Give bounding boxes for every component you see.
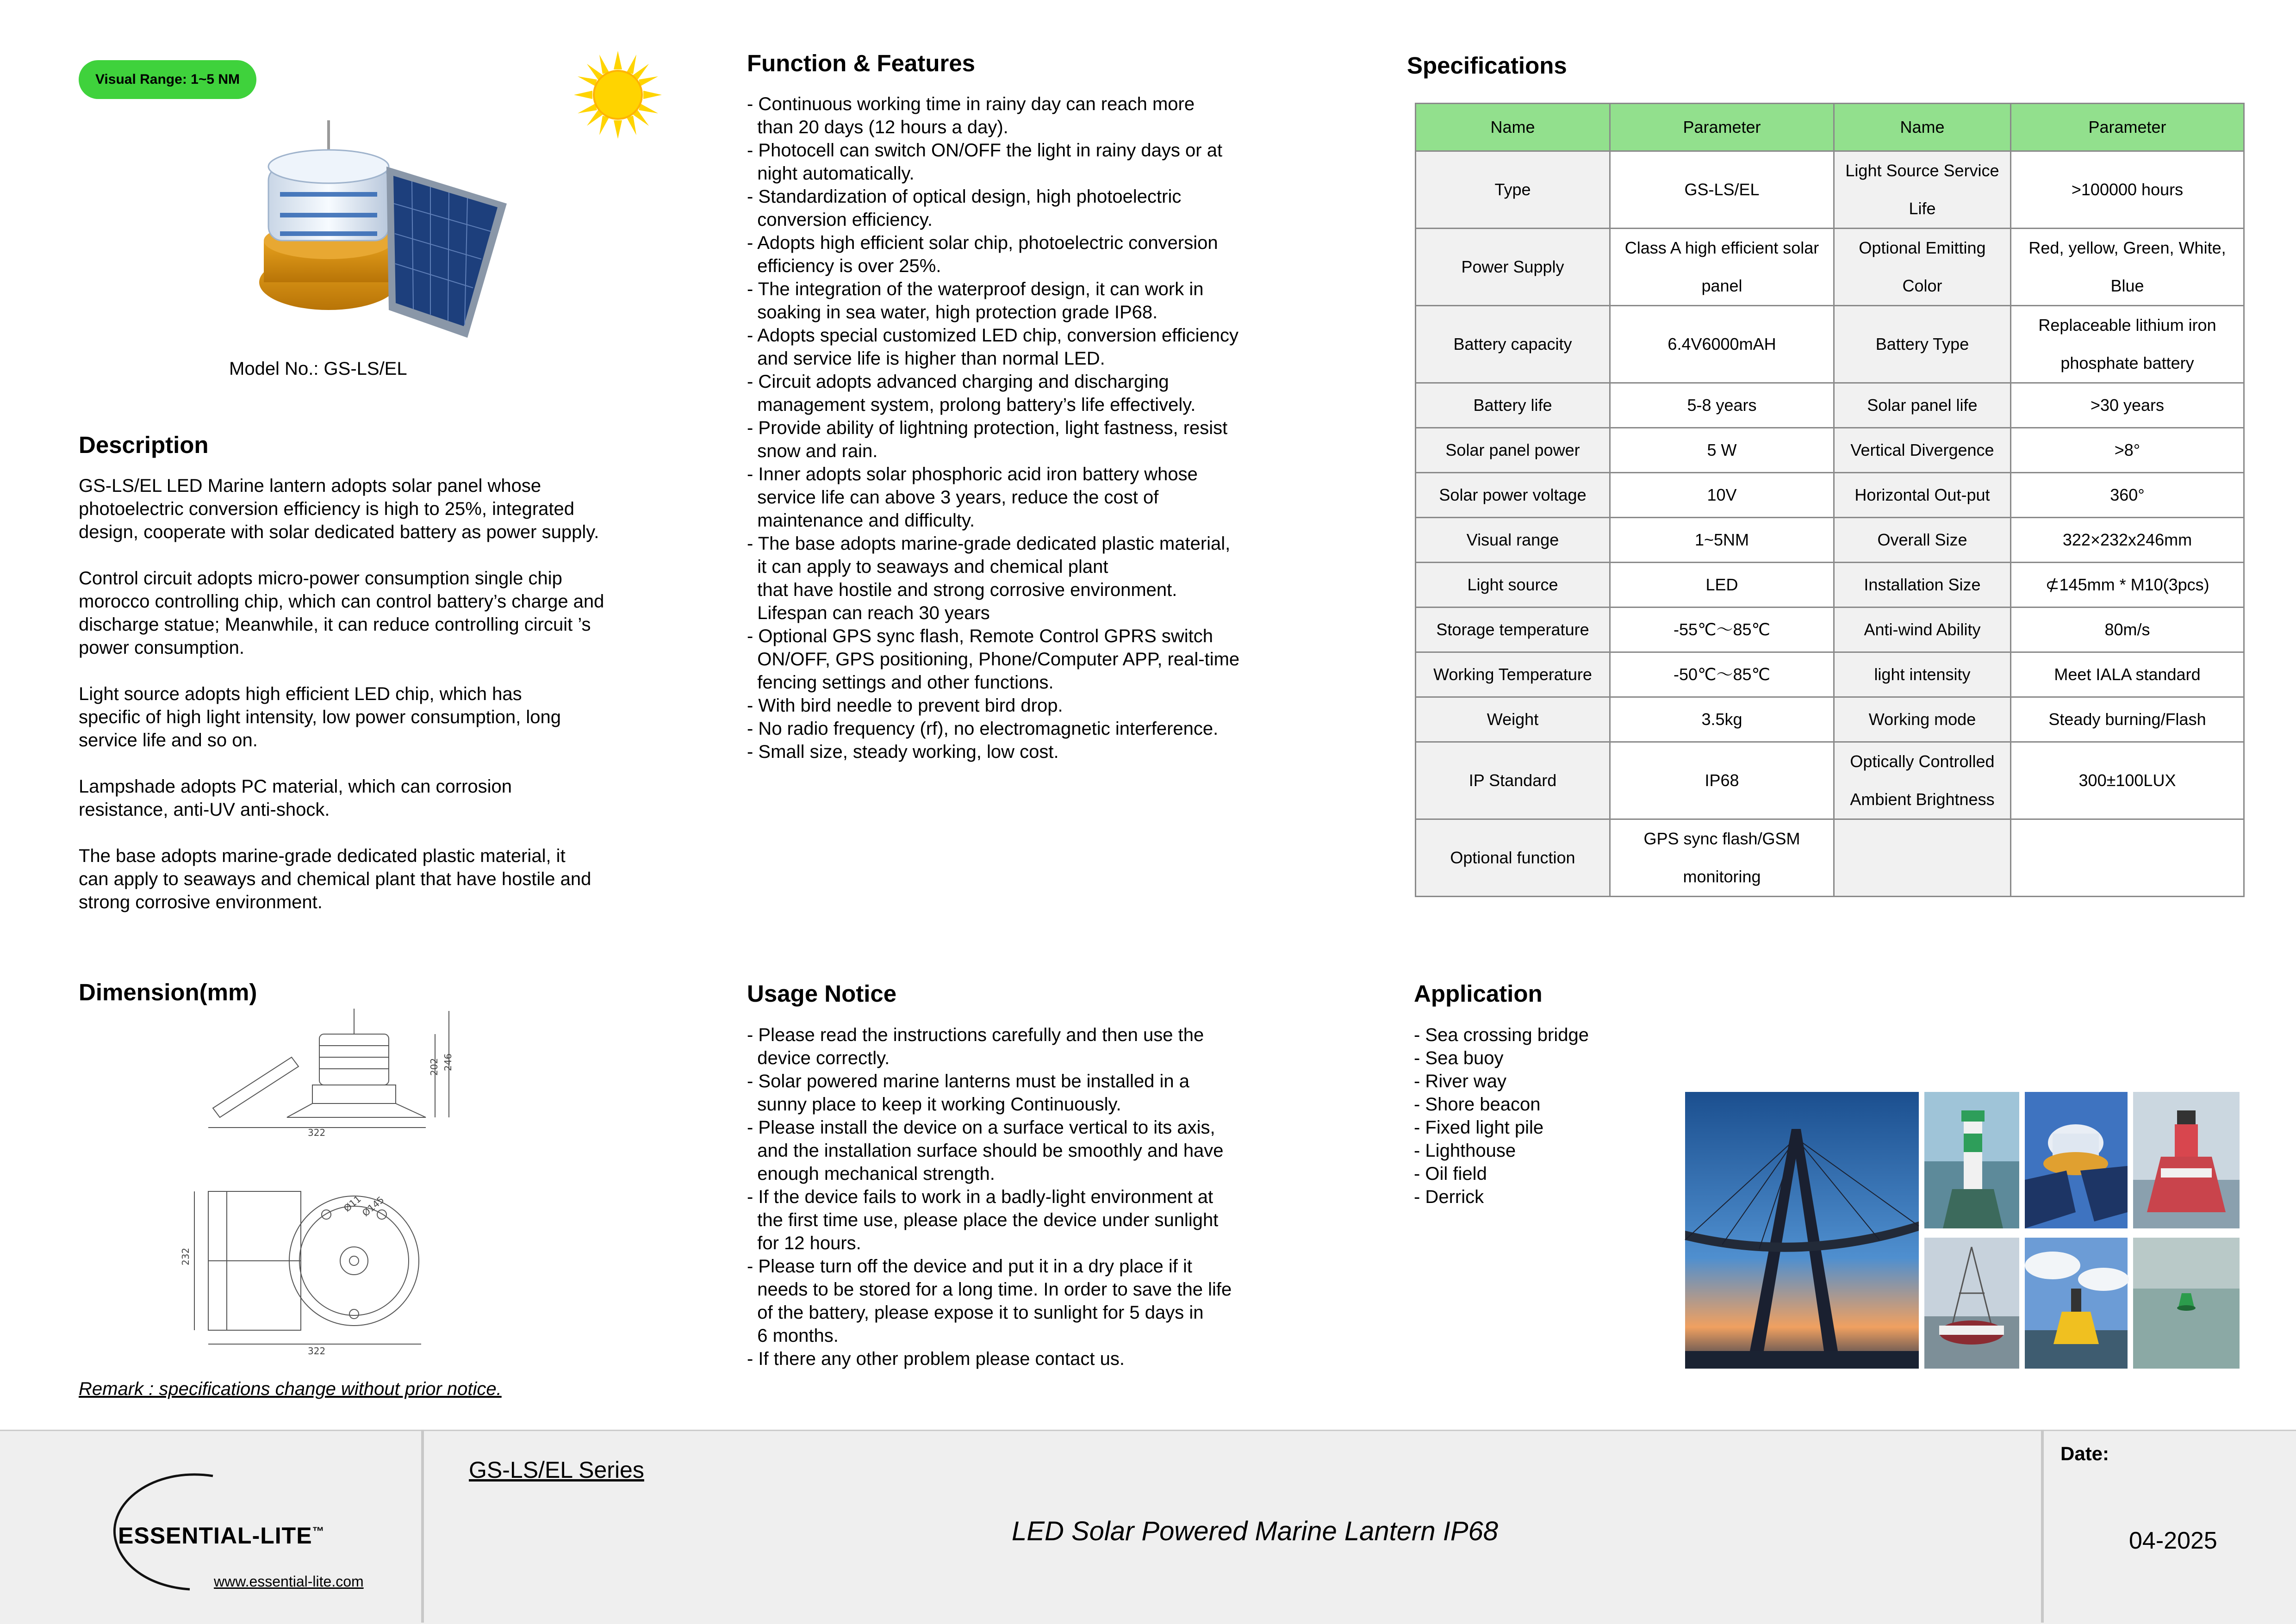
spec-header-cell: Name	[1834, 104, 2011, 151]
spec-name-cell: Type	[1416, 151, 1610, 229]
feature-line: - Inner adopts solar phosphoric acid iron battery whose	[747, 464, 1198, 484]
feature-line: - No radio frequency (rf), no electromagnetic interference.	[747, 719, 1219, 739]
specifications-body	[1416, 151, 2244, 897]
spec-row	[1416, 607, 2244, 652]
application-item: - River way	[1414, 1071, 1507, 1091]
feature-line: - The integration of the waterproof design, it can work in	[747, 279, 1204, 299]
usage-line: 6 months.	[747, 1326, 839, 1346]
spec-value-cell: ⊄145mm * M10(3pcs)	[2011, 563, 2244, 607]
date-label: Date:	[2060, 1443, 2109, 1464]
feature-line: Lifespan can reach 30 years	[747, 603, 990, 623]
usage-line: - Please install the device on a surface vertical to its axis,	[747, 1117, 1215, 1138]
dim-width-top: 322	[308, 1127, 326, 1138]
spec-value-cell: Meet IALA standard	[2011, 652, 2244, 697]
dim-d1: Ø11	[341, 1193, 363, 1214]
spec-name-cell: Battery life	[1416, 383, 1610, 428]
feature-line: maintenance and difficulty.	[747, 510, 975, 531]
description-line: design, cooperate with solar dedicated battery as power supply.	[79, 522, 599, 542]
spec-name-cell: Optically Controlled Ambient Brightness	[1834, 742, 2011, 819]
spec-row	[1416, 652, 2244, 697]
sun-icon	[574, 51, 662, 139]
dim-d2: Ø145	[360, 1194, 386, 1219]
usage-line: needs to be stored for a long time. In order to save the life	[747, 1279, 1232, 1300]
application-list	[1414, 1023, 1589, 1209]
spec-row	[1416, 151, 2244, 229]
feature-line: and service life is higher than normal LED.	[747, 348, 1105, 369]
spec-name-cell: Light source	[1416, 563, 1610, 607]
spec-value-cell: >100000 hours	[2011, 151, 2244, 229]
description-line: discharge statue; Meanwhile, it can reduce controlling circuit ’s	[79, 614, 591, 635]
photo-green-buoy	[2133, 1238, 2240, 1369]
spec-value-cell	[2011, 819, 2244, 897]
description-line: Lampshade adopts PC material, which can corrosion	[79, 776, 512, 797]
spec-row	[1416, 383, 2244, 428]
specifications-title: Specifications	[1407, 52, 1567, 79]
application-title: Application	[1414, 980, 1543, 1007]
remark-note: Remark : specifications change without prior notice.	[79, 1379, 502, 1399]
feature-line: - Provide ability of lightning protection, light fastness, resist	[747, 418, 1228, 438]
spec-value-cell: Replaceable lithium iron phosphate battery	[2011, 306, 2244, 383]
spec-name-cell: Optional Emitting Color	[1834, 229, 2011, 306]
description-title: Description	[79, 432, 209, 458]
spec-name-cell	[1834, 819, 2011, 897]
footer-divider	[421, 1430, 424, 1623]
spec-value-cell: 5 W	[1610, 428, 1834, 473]
logo-trademark: ™	[312, 1524, 325, 1538]
spec-value-cell: 80m/s	[2011, 607, 2244, 652]
feature-line: soaking in sea water, high protection grade IP68.	[747, 302, 1158, 322]
spec-name-cell: IP Standard	[1416, 742, 1610, 819]
feature-line: that have hostile and strong corrosive environment.	[747, 580, 1177, 600]
series-name: GS-LS/EL Series	[469, 1457, 644, 1483]
usage-line: for 12 hours.	[747, 1233, 861, 1253]
description-line: photoelectric conversion efficiency is high to 25%, integrated	[79, 499, 574, 519]
spec-value-cell: 5-8 years	[1610, 383, 1834, 428]
photo-lantern-on-buoy	[2025, 1092, 2128, 1228]
date-value: 04-2025	[2129, 1527, 2217, 1554]
model-number: Model No.: GS-LS/EL	[229, 359, 407, 379]
spec-value-cell: GPS sync flash/GSM monitoring	[1610, 819, 1834, 897]
feature-line: - Optional GPS sync flash, Remote Control GPRS switch	[747, 626, 1213, 646]
spec-value-cell: >8°	[2011, 428, 2244, 473]
logo-text: ESSENTIAL-LITE	[118, 1523, 312, 1549]
photo-shore-beacon	[1924, 1092, 2019, 1228]
application-item: - Sea buoy	[1414, 1048, 1504, 1068]
spec-name-cell: Vertical Divergence	[1834, 428, 2011, 473]
spec-value-cell: >30 years	[2011, 383, 2244, 428]
spec-name-cell: Horizontal Out-put	[1834, 473, 2011, 518]
spec-name-cell: Working mode	[1834, 697, 2011, 742]
application-item: - Shore beacon	[1414, 1094, 1541, 1115]
spec-row	[1416, 229, 2244, 306]
description-paragraph	[79, 844, 666, 914]
feature-line: management system, prolong battery’s life effectively.	[747, 395, 1196, 415]
feature-line: - The base adopts marine-grade dedicated plastic material,	[747, 533, 1231, 554]
photo-bridge	[1685, 1092, 1919, 1369]
company-logo	[118, 1522, 325, 1549]
usage-line: enough mechanical strength.	[747, 1164, 995, 1184]
description-paragraph	[79, 775, 666, 821]
spec-name-cell: Solar power voltage	[1416, 473, 1610, 518]
dim-depth: 232	[180, 1247, 191, 1265]
application-item: - Fixed light pile	[1414, 1117, 1544, 1138]
photo-yellow-buoy	[2025, 1238, 2128, 1369]
spec-value-cell: GS-LS/EL	[1610, 151, 1834, 229]
spec-name-cell: Storage temperature	[1416, 607, 1610, 652]
spec-row	[1416, 563, 2244, 607]
description-paragraph	[79, 567, 666, 659]
visual-range-badge: Visual Range: 1~5 NM	[79, 60, 256, 99]
spec-value-cell: LED	[1610, 563, 1834, 607]
spec-value-cell: Class A high efficient solar panel	[1610, 229, 1834, 306]
usage-line: - If there any other problem please contact us.	[747, 1349, 1125, 1369]
spec-row	[1416, 428, 2244, 473]
feature-line: - Circuit adopts advanced charging and discharging	[747, 372, 1169, 392]
description-line: can apply to seaways and chemical plant that have hostile and	[79, 869, 591, 889]
lantern-product-photo	[236, 116, 509, 356]
spec-name-cell: Battery capacity	[1416, 306, 1610, 383]
spec-row	[1416, 306, 2244, 383]
feature-line: - Continuous working time in rainy day can reach more	[747, 94, 1195, 114]
spec-value-cell: 1~5NM	[1610, 518, 1834, 563]
usage-line: the first time use, please place the device under sunlight	[747, 1210, 1219, 1230]
spec-name-cell: Working Temperature	[1416, 652, 1610, 697]
spec-name-cell: Optional function	[1416, 819, 1610, 897]
description-line: Control circuit adopts micro-power consumption single chip	[79, 568, 562, 589]
usage-line: sunny place to keep it working Continuously.	[747, 1094, 1121, 1115]
dim-width-bottom: 322	[308, 1345, 326, 1357]
spec-row	[1416, 518, 2244, 563]
usage-line: device correctly.	[747, 1048, 890, 1068]
description-line: specific of high light intensity, low power consumption, long	[79, 707, 561, 727]
spec-value-cell: 360°	[2011, 473, 2244, 518]
spec-value-cell: Red, yellow, Green, White, Blue	[2011, 229, 2244, 306]
feature-line: - Photocell can switch ON/OFF the light in rainy days or at	[747, 140, 1223, 161]
spec-header-cell: Parameter	[1610, 104, 1834, 151]
company-url-link[interactable]: www.essential-lite.com	[214, 1573, 364, 1590]
feature-line: it can apply to seaways and chemical plant	[747, 557, 1108, 577]
specifications-header-row	[1416, 104, 2244, 151]
spec-name-cell: Solar panel life	[1834, 383, 2011, 428]
spec-row	[1416, 742, 2244, 819]
dimension-drawing	[180, 1006, 481, 1358]
usage-line: and the installation surface should be smoothly and have	[747, 1141, 1224, 1161]
description-paragraph	[79, 682, 666, 752]
function-features-list	[747, 93, 1349, 763]
photo-red-buoy	[2133, 1092, 2240, 1228]
feature-line: - Adopts special customized LED chip, conversion efficiency	[747, 325, 1239, 346]
spec-name-cell: Weight	[1416, 697, 1610, 742]
feature-line: snow and rain.	[747, 441, 878, 461]
usage-line: - If the device fails to work in a badly-light environment at	[747, 1187, 1213, 1207]
description-line: service life and so on.	[79, 730, 258, 750]
application-item: - Sea crossing bridge	[1414, 1025, 1589, 1045]
spec-value-cell: 322×232x246mm	[2011, 518, 2244, 563]
spec-value-cell: -50℃～85℃	[1610, 652, 1834, 697]
feature-line: fencing settings and other functions.	[747, 672, 1054, 693]
spec-row	[1416, 697, 2244, 742]
description-line: Light source adopts high efficient LED chip, which has	[79, 684, 522, 704]
spec-name-cell: Installation Size	[1834, 563, 2011, 607]
spec-row	[1416, 819, 2244, 897]
spec-name-cell: light intensity	[1834, 652, 2011, 697]
feature-line: ON/OFF, GPS positioning, Phone/Computer APP, real-time	[747, 649, 1240, 669]
usage-notice-list	[747, 1023, 1349, 1370]
application-item: - Derrick	[1414, 1187, 1484, 1207]
description-line: morocco controlling chip, which can control battery’s charge and	[79, 591, 604, 612]
description-line: strong corrosive environment.	[79, 892, 323, 912]
spec-name-cell: Light Source Service Life	[1834, 151, 2011, 229]
spec-value-cell: IP68	[1610, 742, 1834, 819]
description-paragraph	[79, 474, 666, 544]
feature-line: efficiency is over 25%.	[747, 256, 941, 276]
spec-name-cell: Battery Type	[1834, 306, 2011, 383]
description-line: The base adopts marine-grade dedicated plastic material, it	[79, 846, 566, 866]
spec-header-cell: Name	[1416, 104, 1610, 151]
description-line: GS-LS/EL LED Marine lantern adopts solar panel whose	[79, 476, 541, 496]
application-item: - Lighthouse	[1414, 1141, 1516, 1161]
spec-value-cell: Steady burning/Flash	[2011, 697, 2244, 742]
description-line: resistance, anti-UV anti-shock.	[79, 800, 330, 820]
feature-line: service life can above 3 years, reduce the cost of	[747, 487, 1159, 508]
dim-height-2: 246	[442, 1053, 454, 1071]
dim-height-1: 202	[429, 1058, 440, 1076]
dimension-title: Dimension(mm)	[79, 979, 257, 1005]
feature-line: - Adopts high efficient solar chip, photoelectric conversion	[747, 233, 1218, 253]
spec-name-cell: Overall Size	[1834, 518, 2011, 563]
usage-line: - Please read the instructions carefully and then use the	[747, 1025, 1204, 1045]
spec-value-cell: 300±100LUX	[2011, 742, 2244, 819]
application-item: - Oil field	[1414, 1164, 1487, 1184]
feature-line: than 20 days (12 hours a day).	[747, 117, 1008, 137]
feature-line: - Standardization of optical design, high photoelectric	[747, 186, 1182, 207]
footer-divider	[2041, 1430, 2044, 1623]
spec-value-cell: 3.5kg	[1610, 697, 1834, 742]
spec-name-cell: Visual range	[1416, 518, 1610, 563]
spec-value-cell: -55℃～85℃	[1610, 607, 1834, 652]
spec-name-cell: Anti-wind Ability	[1834, 607, 2011, 652]
specifications-table	[1415, 103, 2245, 897]
usage-notice-title: Usage Notice	[747, 980, 897, 1007]
usage-line: of the battery, please expose it to sunlight for 5 days in	[747, 1302, 1204, 1323]
usage-line: - Solar powered marine lanterns must be installed in a	[747, 1071, 1190, 1091]
feature-line: - Small size, steady working, low cost.	[747, 742, 1059, 762]
spec-name-cell: Solar panel power	[1416, 428, 1610, 473]
spec-value-cell: 6.4V6000mAH	[1610, 306, 1834, 383]
spec-row	[1416, 473, 2244, 518]
spec-header-cell: Parameter	[2011, 104, 2244, 151]
description-body	[79, 474, 666, 937]
photo-fixed-light-pile	[1924, 1238, 2019, 1369]
product-name: LED Solar Powered Marine Lantern IP68	[1012, 1516, 1499, 1546]
feature-line: - With bird needle to prevent bird drop.	[747, 695, 1063, 716]
usage-line: - Please turn off the device and put it in a dry place if it	[747, 1256, 1193, 1277]
feature-line: night automatically.	[747, 163, 915, 184]
description-line: power consumption.	[79, 638, 244, 658]
spec-name-cell: Power Supply	[1416, 229, 1610, 306]
spec-value-cell: 10V	[1610, 473, 1834, 518]
feature-line: conversion efficiency.	[747, 210, 933, 230]
function-features-title: Function & Features	[747, 50, 976, 76]
